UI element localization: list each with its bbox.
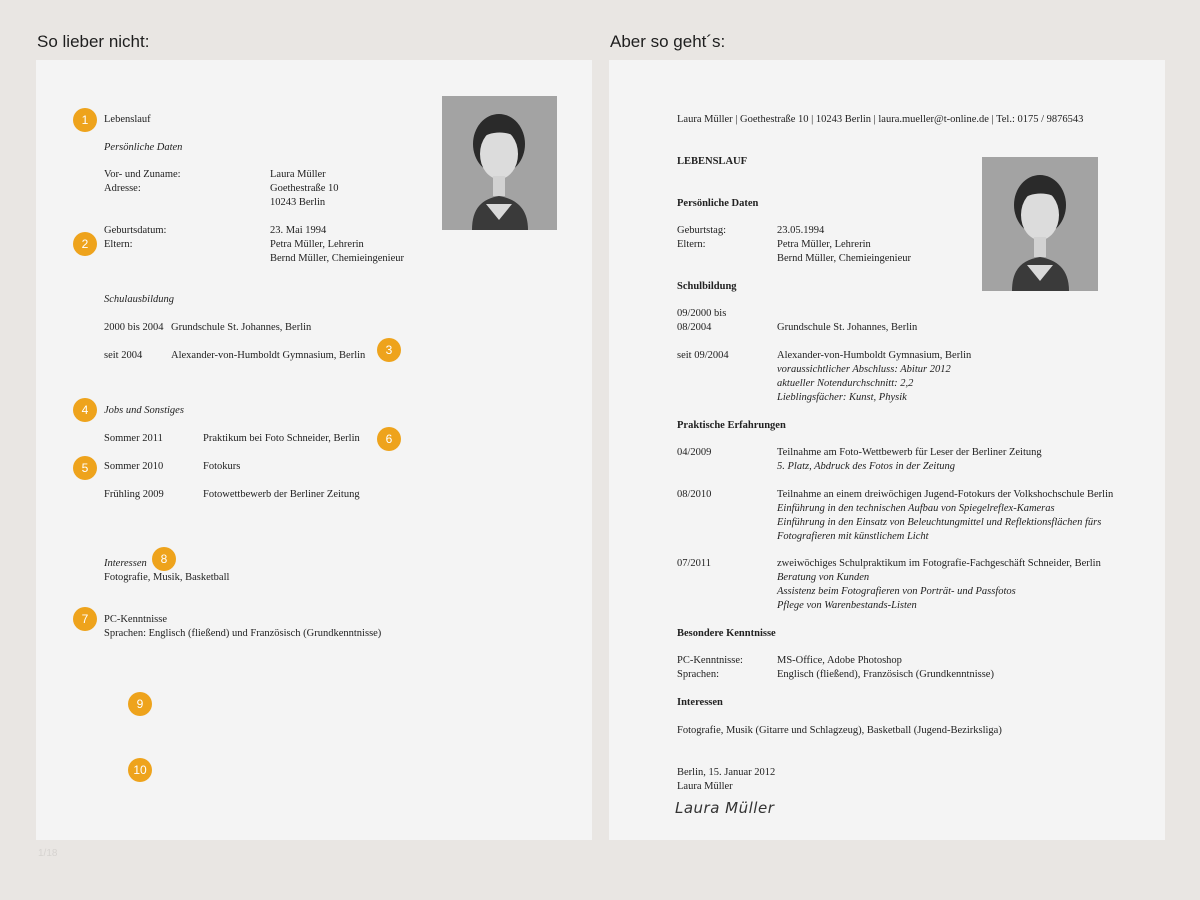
address-line2: 10243 Berlin bbox=[270, 197, 326, 208]
exp1-detail: 5. Platz, Abdruck des Fotos in der Zeitung bbox=[777, 461, 956, 472]
exp2-detail: Einführung in den technischen Aufbau von Spiegelreflex-Kameras bbox=[777, 503, 1055, 514]
address-line1: Goethestraße 10 bbox=[270, 183, 339, 194]
school2-detail: voraussichtlicher Abschluss: Abitur 2012 bbox=[777, 364, 951, 375]
address-label: Adresse: bbox=[104, 183, 141, 194]
pc-label: PC-Kenntnisse: bbox=[677, 655, 743, 666]
job3-desc: Fotowettbewerb der Berliner Zeitung bbox=[203, 489, 360, 500]
interests-heading: Interessen bbox=[677, 697, 723, 708]
personal-heading: Persönliche Daten bbox=[104, 142, 183, 153]
marker-badge-5: 5 bbox=[73, 456, 97, 480]
exp2-date: 08/2010 bbox=[677, 489, 712, 500]
school1-date-line1: 09/2000 bis bbox=[677, 308, 727, 319]
exp3-detail: Pflege von Warenbestands-Listen bbox=[777, 600, 917, 611]
applicant-photo bbox=[442, 96, 557, 230]
exp1-title: Teilnahme am Foto-Wettbewerb für Leser der Berliner Zeitung bbox=[777, 447, 1042, 458]
school2-date: seit 2004 bbox=[104, 350, 143, 361]
school1-date: 2000 bis 2004 bbox=[104, 322, 164, 333]
school-heading: Schulausbildung bbox=[104, 294, 174, 305]
marker-badge-4: 4 bbox=[73, 398, 97, 422]
cv-title: LEBENSLAUF bbox=[677, 156, 748, 167]
exp1-date: 04/2009 bbox=[677, 447, 712, 458]
parents-label: Eltern: bbox=[677, 239, 706, 250]
birth-value: 23. Mai 1994 bbox=[270, 225, 327, 236]
exp3-title: zweiwöchiges Schulpraktikum im Fotografie-Fachgeschäft Schneider, Berlin bbox=[777, 558, 1101, 569]
school1-name: Grundschule St. Johannes, Berlin bbox=[171, 322, 312, 333]
birth-value: 23.05.1994 bbox=[777, 225, 825, 236]
school-heading: Schulbildung bbox=[677, 281, 737, 292]
parent1: Petra Müller, Lehrerin bbox=[777, 239, 871, 250]
left-heading: So lieber nicht: bbox=[37, 32, 150, 51]
school2-detail: Lieblingsfächer: Kunst, Physik bbox=[777, 392, 907, 403]
marker-badge-3: 3 bbox=[377, 338, 401, 362]
handwritten-signature: Laura Müller bbox=[675, 799, 775, 817]
skills-heading: Besondere Kenntnisse bbox=[677, 628, 776, 639]
lang-value: Englisch (fließend), Französisch (Grundkenntnisse) bbox=[777, 669, 994, 680]
marker-badge-9: 9 bbox=[128, 692, 152, 716]
job1-desc: Praktikum bei Foto Schneider, Berlin bbox=[203, 433, 360, 444]
school1-name: Grundschule St. Johannes, Berlin bbox=[777, 322, 918, 333]
school1-date-line2: 08/2004 bbox=[677, 322, 712, 333]
marker-badge-1: 1 bbox=[73, 108, 97, 132]
exp2-title: Teilnahme an einem dreiwöchigen Jugend-Fotokurs der Volkshochschule Berlin bbox=[777, 489, 1114, 500]
job2-desc: Fotokurs bbox=[203, 461, 241, 472]
exp3-date: 07/2011 bbox=[677, 558, 712, 569]
footer-text: 1/18 bbox=[38, 848, 58, 859]
job2-date: Sommer 2010 bbox=[104, 461, 164, 472]
applicant-photo bbox=[982, 157, 1098, 291]
school2-name: Alexander-von-Humboldt Gymnasium, Berlin bbox=[171, 350, 366, 361]
school2-name: Alexander-von-Humboldt Gymnasium, Berlin bbox=[777, 350, 972, 361]
cv-title: Lebenslauf bbox=[104, 114, 151, 125]
parent2: Bernd Müller, Chemieingenieur bbox=[270, 253, 405, 264]
personal-heading: Persönliche Daten bbox=[677, 198, 759, 209]
exp2-detail: Einführung in den Einsatz von Beleuchtungmittel und Reflektionsflächen fürs bbox=[777, 517, 1102, 528]
marker-badge-8: 8 bbox=[152, 547, 176, 571]
exp3-detail: Assistenz beim Fotografieren von Porträt- und Passfotos bbox=[777, 586, 1016, 597]
experience-heading: Praktische Erfahrungen bbox=[677, 420, 786, 431]
right-heading: Aber so geht´s: bbox=[610, 32, 726, 51]
school2-date: seit 09/2004 bbox=[677, 350, 729, 361]
marker-badge-10: 10 bbox=[128, 758, 152, 782]
school2-detail: aktueller Notendurchschnitt: 2,2 bbox=[777, 378, 914, 389]
exp2-detail: Fotografieren mit künstlichem Licht bbox=[777, 531, 929, 542]
pc-value: MS-Office, Adobe Photoshop bbox=[777, 655, 902, 666]
signer-name: Laura Müller bbox=[677, 781, 733, 792]
languages-value: Sprachen: Englisch (fließend) und Französisch (Grundkenntnisse) bbox=[104, 628, 382, 639]
job3-date: Frühling 2009 bbox=[104, 489, 164, 500]
place-date: Berlin, 15. Januar 2012 bbox=[677, 767, 776, 778]
right-cv-page bbox=[609, 60, 1165, 840]
pc-heading: PC-Kenntnisse bbox=[104, 614, 167, 625]
contact-line: Laura Müller | Goethestraße 10 | 10243 Berlin | laura.mueller@t-online.de | Tel.: 0175 / 9876543 bbox=[677, 114, 1084, 125]
name-label: Vor- und Zuname: bbox=[104, 169, 181, 180]
interests-heading: Interessen bbox=[104, 558, 147, 569]
parents-label: Eltern: bbox=[104, 239, 133, 250]
jobs-heading: Jobs und Sonstiges bbox=[104, 405, 184, 416]
birth-label: Geburtstag: bbox=[677, 225, 726, 236]
job1-date: Sommer 2011 bbox=[104, 433, 163, 444]
interests-value: Fotografie, Musik (Gitarre und Schlagzeug), Basketball (Jugend-Bezirksliga) bbox=[677, 725, 1002, 736]
lang-label: Sprachen: bbox=[677, 669, 719, 680]
name-value: Laura Müller bbox=[270, 169, 326, 180]
left-cv-page bbox=[36, 60, 592, 840]
parent2: Bernd Müller, Chemieingenieur bbox=[777, 253, 912, 264]
marker-badge-6: 6 bbox=[377, 427, 401, 451]
parent1: Petra Müller, Lehrerin bbox=[270, 239, 364, 250]
exp3-detail: Beratung von Kunden bbox=[777, 572, 870, 583]
interests-value: Fotografie, Musik, Basketball bbox=[104, 572, 230, 583]
marker-badge-7: 7 bbox=[73, 607, 97, 631]
marker-badge-2: 2 bbox=[73, 232, 97, 256]
birth-label: Geburtsdatum: bbox=[104, 225, 167, 236]
